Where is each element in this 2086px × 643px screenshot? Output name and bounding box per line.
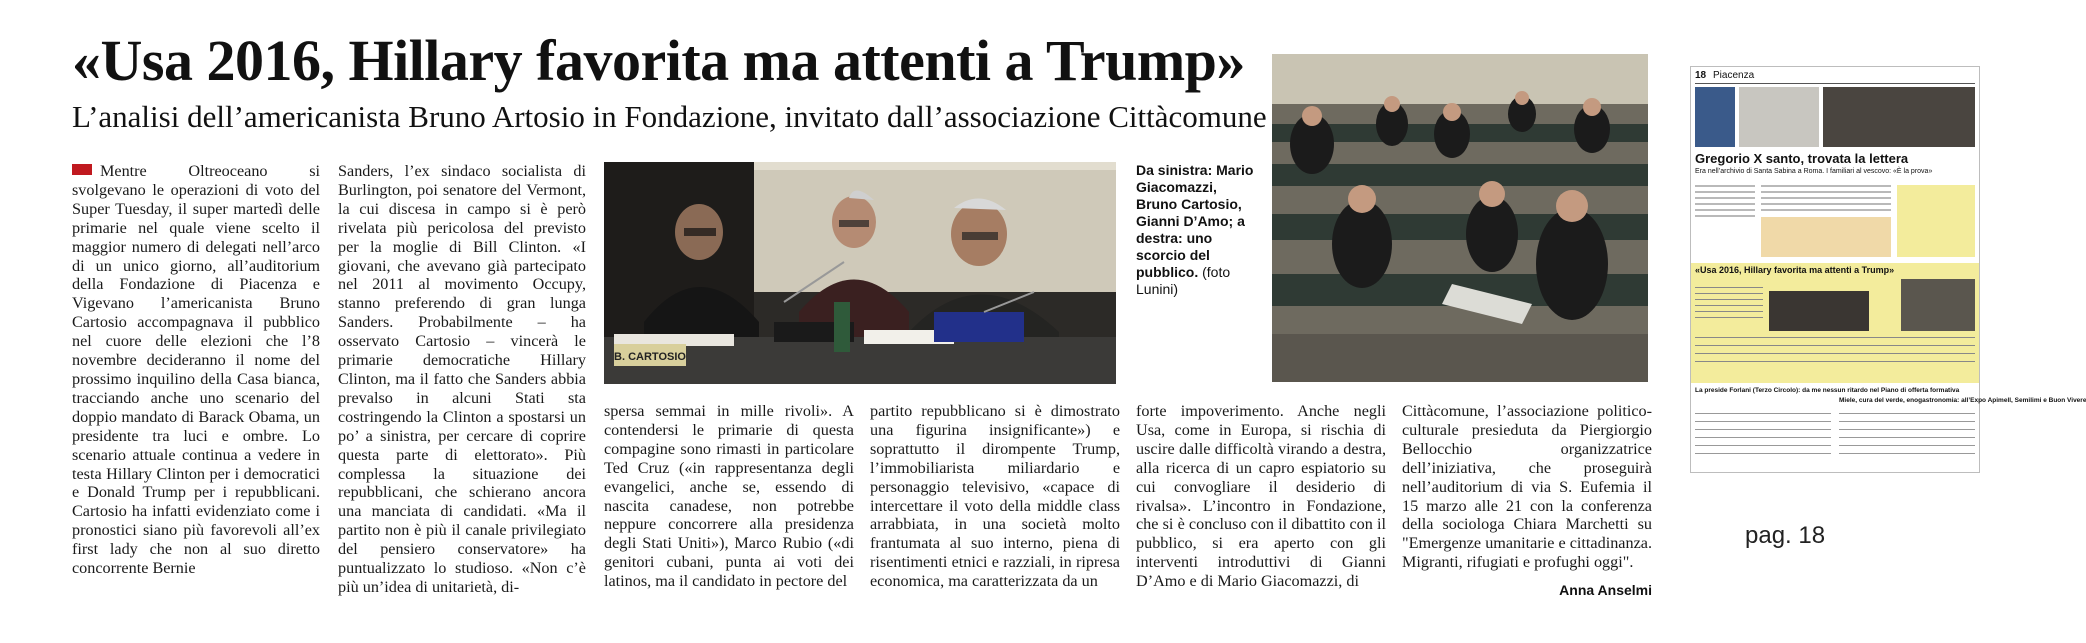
article-column-6: Cittàcomune, l’associazione politico-culturale presieduta da Piergiorgio Bellocchio organizzatrice dell’iniziativa, che proseguirà nell’auditorium di via S. Eufemia il 15 marzo alle 21 con la conferenza della sociologa Chiara Marchetti su "Emergenze umanitarie e cittadinanza. Migranti, rifugiati e profughi oggi".: [1402, 402, 1652, 572]
section-marker: [72, 164, 92, 175]
article-column-5: forte impoverimento. Anche negli Usa, come in Europa, si rischia di uscire dalle difficoltà virando a destra, alla ricerca di un capro espiatorio su cui convogliare il desiderio di rivalsa». L’incontro in Fondazione, che si è concluso con il dibattito con il pubblico, si era aperto con gli interventi introduttivi di Gianni D’Amo e di Mario Giacomazzi, di: [1136, 402, 1386, 591]
audience-photo-illustration: [1272, 54, 1648, 382]
thumb-subheadline: Era nell’archivio di Santa Sabina a Roma. I familiari al vescovo: «È la prova»: [1695, 168, 1933, 175]
thumb-page-number: 18: [1695, 70, 1707, 81]
speakers-photo-illustration: [604, 162, 1116, 384]
caption-text: Da sinistra: Mario Giacomazzi, Bruno Cartosio, Gianni D’Amo; a destra: uno scorcio del pubblico.: [1136, 162, 1254, 280]
speakers-photo: [604, 162, 1116, 384]
thumb-article-headline: «Usa 2016, Hillary favorita ma attenti a Trump»: [1695, 265, 1895, 275]
page-label: pag. 18: [1745, 522, 1826, 549]
audience-photo: [1272, 54, 1648, 382]
thumb-bottom-right-headline: Miele, cura del verde, enogastronomia: all’Expo Apimell, Semilimi e Buon Vivere: [1839, 397, 2086, 404]
thumb-bottom-left-headline: La preside Forlani (Terzo Circolo): da me nessun ritardo nel Piano di offerta formativa: [1695, 387, 1960, 394]
column-text-1: Mentre Oltreoceano si svolgevano le operazioni di voto del Super Tuesday, il super martedì delle primarie nel quale viene scelto il maggior numero di delegati nell’arco di un unico giorno, all’auditorium della Fondazione di Piacenza e Vigevano l’americanista Bruno Cartosio accompagnava il pubblico nel cuore delle elezioni che l’8 novembre decideranno il nome del prossimo inquilino della Casa bianca, tracciando anche uno scenario del doppio mandato di Barack Obama, un presidente tra luci e ombre. Lo scenario attuale continua a vedere in testa Hillary Clinton per i democratici e Donald Trump per i repubblicani. Cartosio ha infatti evidenziato come i pronostici siano più favorevoli all’ex first lady che non al suo diretto concorrente Bernie: [72, 162, 320, 578]
thumb-headline: Gregorio X santo, trovata la lettera: [1695, 151, 1909, 166]
article-column-3: spersa semmai in mille rivoli». A contendersi le primarie di questa compagine sono rimasti in particolare Ted Cruz («in rappresentanza degli evangelici, anche se, essendo di nascita canadese, non potrebbe neppure concorrere alla presidenza degli Stati Uniti»), Marco Rubio («di genitori cubani, punta ai voti dei latinos, ma il candidato in pectore del: [604, 402, 854, 591]
nameplate-text: B. CARTOSIO: [614, 351, 686, 363]
article-column-1: [72, 162, 320, 578]
subheadline: L’analisi dell’americanista Bruno Artosio in Fondazione, invitato dall’associazione Cittàcomune: [72, 99, 1267, 134]
thumb-section: Piacenza: [1713, 70, 1755, 81]
article-column-2: Sanders, l’ex sindaco socialista di Burlington, poi senatore del Vermont, la cui discesa in campo si è però rivelata più pericolosa del previsto per la moglie di Bill Clinton. «I giovani, che avevano già partecipato nel 2011 al movimento Occupy, stanno preferendo di gran lunga Sanders. Probabilmente – ha osservato Cartosio – vincerà le primarie democratiche Hillary Clinton, ma il fatto che Sanders abbia prevalso in alcuni Stati sta costringendo la Clinton a spostarsi un po’ a sinistra, per cercare di coprire questa parte di elettorato». Più complessa la situazione dei repubblicani, che schierano ancora una manciata di candidati. «Ma il partito non è più il canale privilegiato del pensiero conservatore» ha puntualizzato lo studioso. «Non c’è più un’idea di unitarietà, di-: [338, 162, 586, 596]
photo-caption: [1136, 162, 1256, 298]
byline: Anna Anselmi: [1559, 582, 1652, 598]
photo-credit: (foto Lunini): [1136, 264, 1231, 297]
page-thumbnail[interactable]: [1690, 66, 2086, 473]
headline: «Usa 2016, Hillary favorita ma attenti a Trump»: [72, 28, 1245, 93]
article-column-4: partito repubblicano si è dimostrato una figurina insignificante») e soprattutto il dirompente Trump, l’immobiliarista miliardario e personaggio televisivo, «capace di intercettare il voto della middle class arrabbiata, in una società molto frantumata al suo interno, piena di risentimenti etnici e razziali, in ripresa economica, ma caratterizzata da un: [870, 402, 1120, 591]
